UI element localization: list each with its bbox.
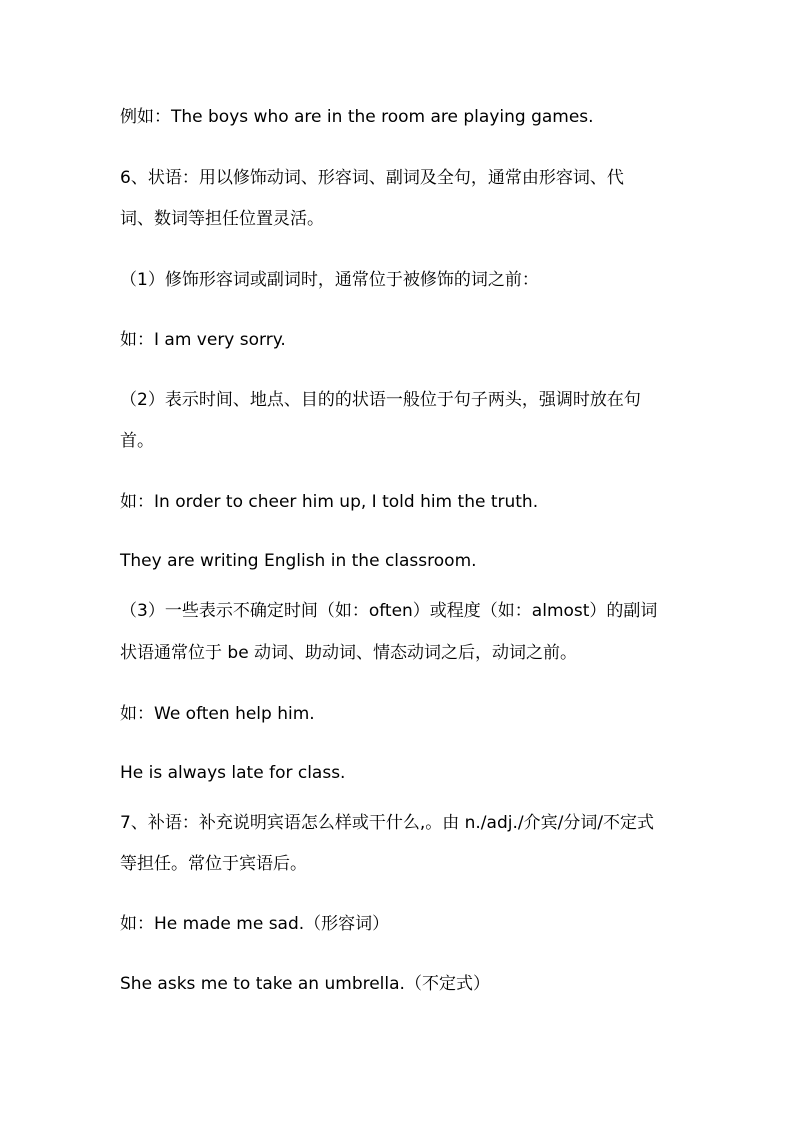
rule-1-modifying-adj-adv: （1）修饰形容词或副词时，通常位于被修饰的词之前： [120,270,539,290]
rule-3-continuation: 状语通常位于 be 动词、助动词、情态动词之后，动词之前。 [120,643,578,663]
section-7-complement-continuation: 等担任。常位于宾语后。 [120,854,307,874]
example-sentence-umbrella: She asks me to take an umbrella.（不定式） [120,974,490,994]
rule-3-frequency-degree: （3）一些表示不确定时间（如：often）或程度（如：almost）的副词 [120,601,658,621]
section-6-adverbial-continuation: 词、数词等担任位置灵活。 [120,209,324,229]
example-sentence-classroom: They are writing English in the classroom. [120,551,477,571]
example-sentence-attributive: 例如：The boys who are in the room are playing games. [120,107,594,127]
section-6-adverbial-heading: 6、状语：用以修饰动词、形容词、副词及全句，通常由形容词、代 [120,168,624,188]
example-sentence-sorry: 如：I am very sorry. [120,330,286,350]
example-sentence-late: He is always late for class. [120,763,346,783]
section-7-complement-heading: 7、补语：补充说明宾语怎么样或干什么,。由 n./adj./介宾/分词/不定式 [120,813,655,833]
rule-2-continuation: 首。 [120,431,154,451]
example-sentence-cheer-up: 如：In order to cheer him up, I told him the truth. [120,492,539,512]
example-sentence-help-him: 如：We often help him. [120,704,315,724]
example-sentence-made-me-sad: 如：He made me sad.（形容词） [120,914,390,934]
rule-2-time-place-purpose: （2）表示时间、地点、目的的状语一般位于句子两头，强调时放在句 [120,390,641,410]
